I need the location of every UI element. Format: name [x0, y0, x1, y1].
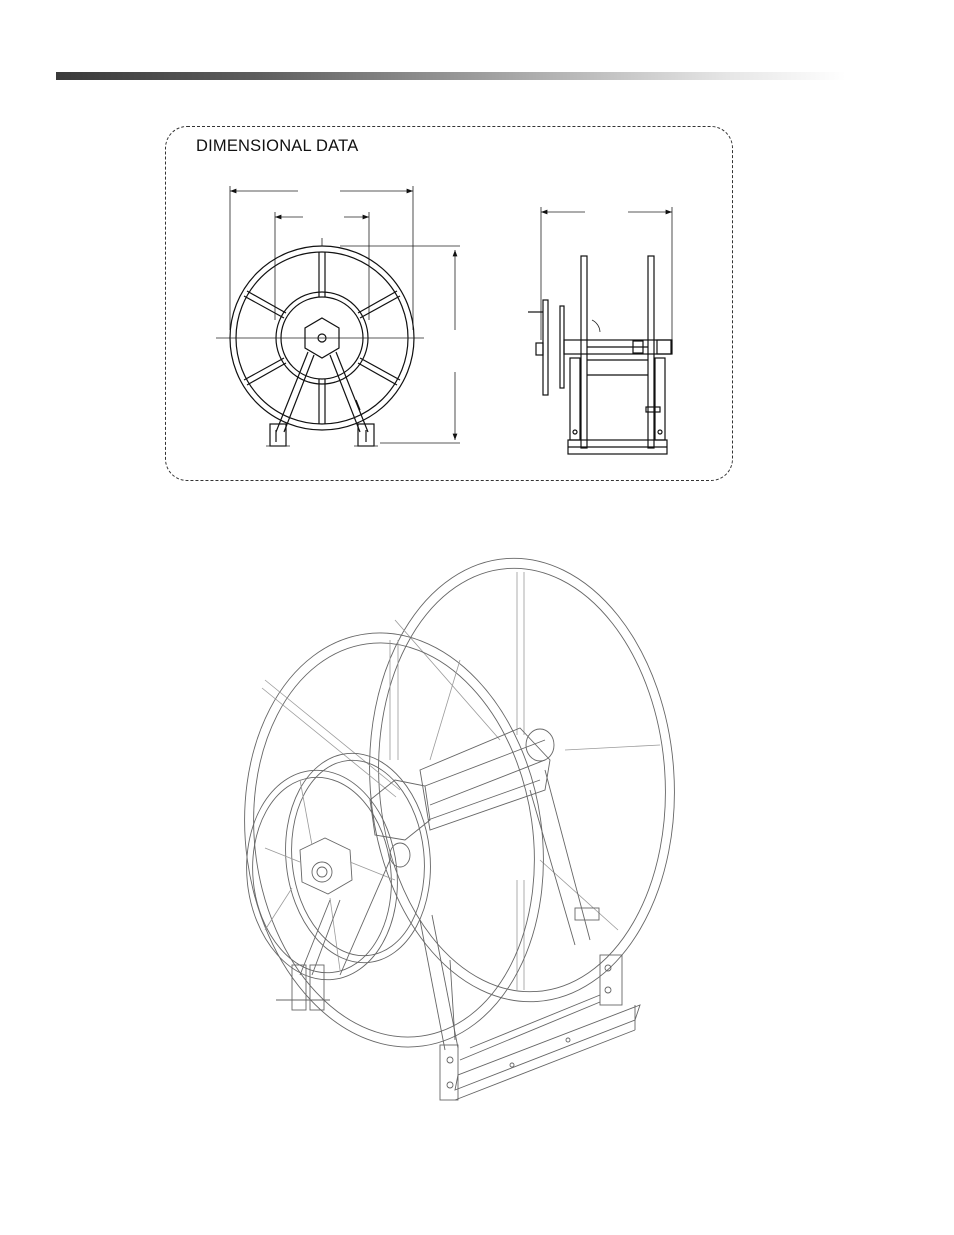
isometric-reel-drawing [218, 548, 689, 1100]
front-view-drawing [216, 186, 460, 446]
side-view-drawing [528, 207, 672, 454]
section-title: DIMENSIONAL DATA [196, 137, 359, 155]
